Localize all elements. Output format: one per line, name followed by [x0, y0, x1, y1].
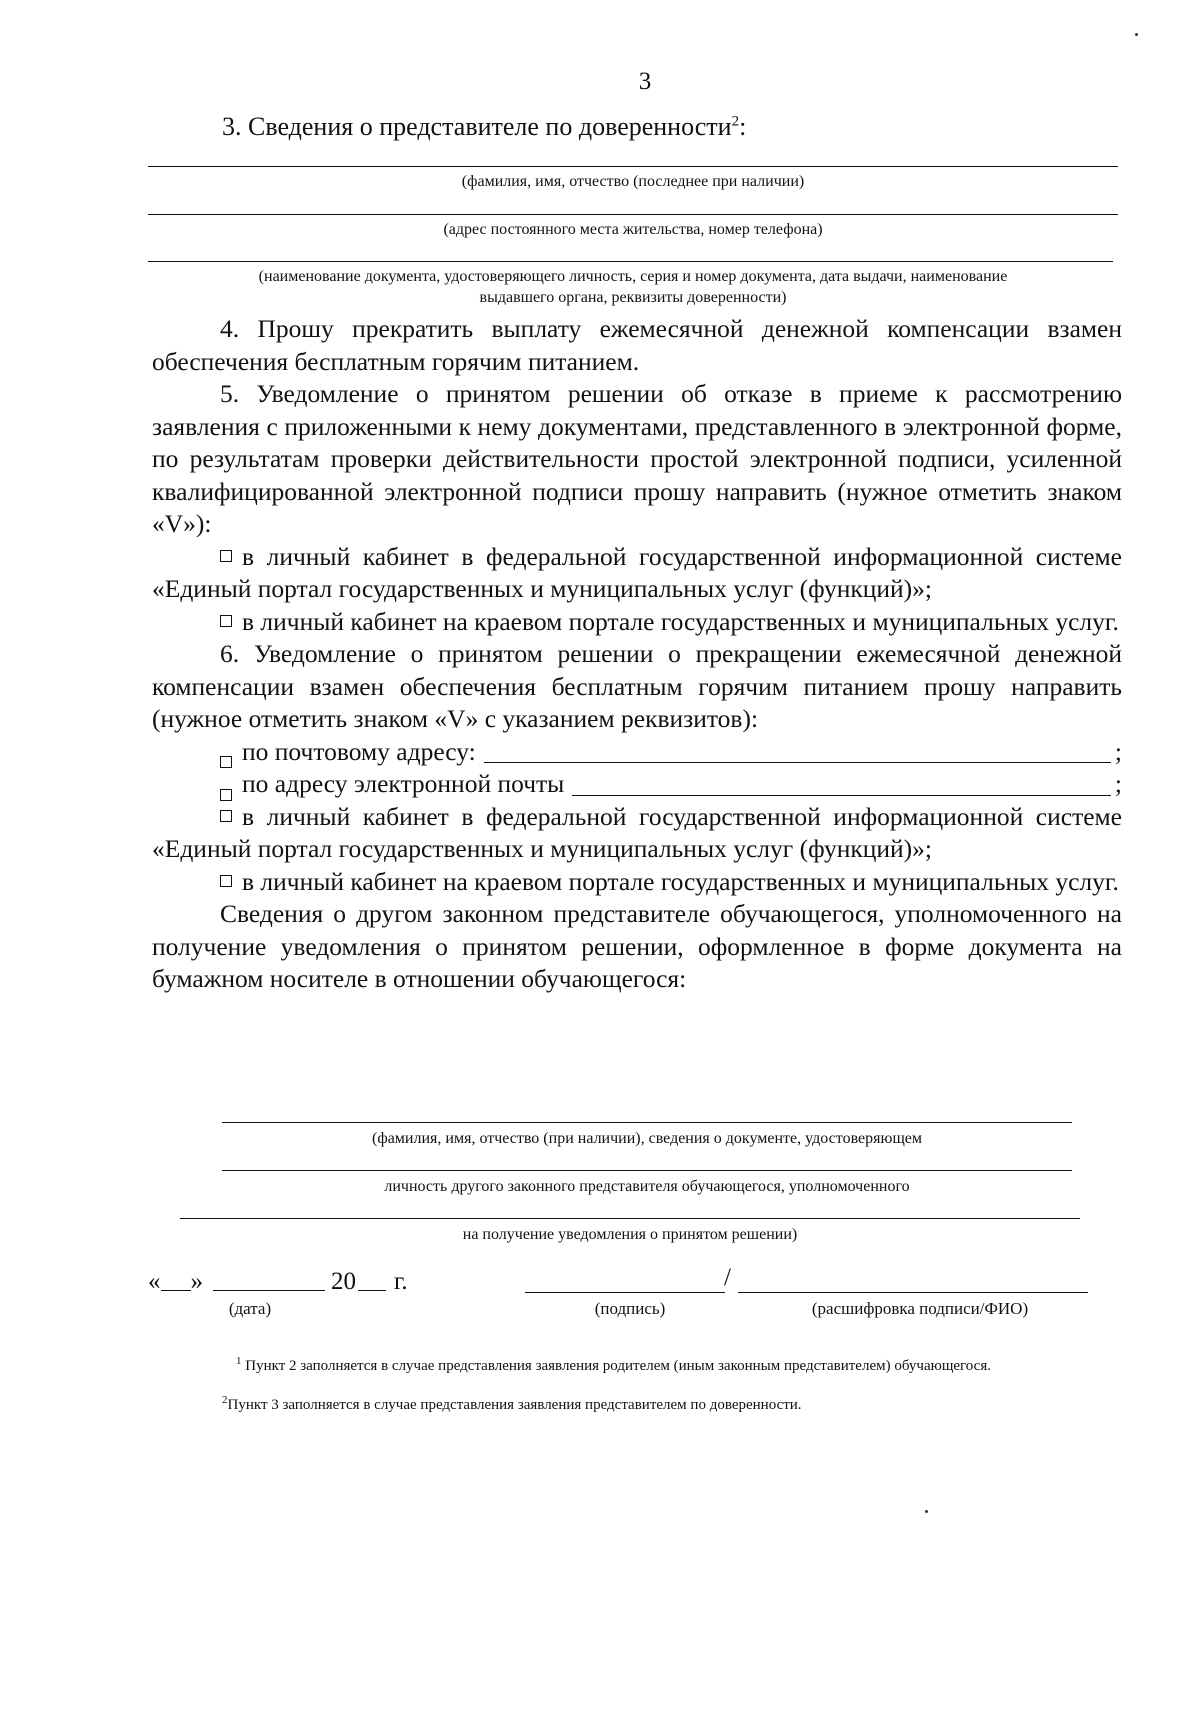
item6-option-email	[152, 768, 1122, 801]
checkbox-6-1[interactable]	[220, 756, 232, 768]
representative-name-line	[148, 166, 1118, 167]
signature-line[interactable]	[525, 1292, 725, 1293]
footnote-2	[152, 1391, 1122, 1415]
other-rep-line-2[interactable]	[222, 1170, 1072, 1171]
footnote-1	[152, 1352, 1122, 1376]
date-field	[148, 1268, 408, 1296]
item6-option-epgu-text: в личный кабинет в федеральной государственной информационной системе «Единый портал государственных и муниципальных услуг (функций)»;	[152, 801, 1122, 863]
line-end-semicolon: ;	[1114, 736, 1122, 766]
representative-address-line	[148, 214, 1118, 215]
scan-speck	[1135, 33, 1138, 36]
other-rep-caption-3: на получение уведомления о принятом решении)	[462, 1226, 798, 1243]
signature-decode-caption: (расшифровка подписи/ФИО)	[811, 1299, 1029, 1318]
item6-paragraph: 6. Уведомление о принятом решении о прекращении ежемесячной денежной компенсации взамен обеспечения бесплатным горячим питанием прошу направить (нужное отметить знаком «V» с указанием реквизитов):	[152, 639, 1122, 733]
month-field[interactable]	[213, 1268, 325, 1291]
other-rep-caption-2: личность другого законного представителя обучающегося, уполномоченного	[384, 1178, 910, 1195]
footnote-1-mark: 1	[236, 1355, 242, 1367]
section3-heading-text: 3. Сведения о представителе по доверенности	[222, 112, 732, 141]
signature-decode-line[interactable]	[738, 1292, 1088, 1293]
footnote-ref-2: 2	[731, 113, 740, 130]
item5-option-epgu	[152, 541, 1122, 606]
representative-document-line	[148, 261, 1113, 262]
section3-heading	[222, 112, 746, 142]
other-representative-paragraph: Сведения о другом законном представителе обучающегося, уполномоченного на получение уведомления о принятом решении, оформленное в форме документа на бумажном носителе в отношении обучающегося:	[152, 899, 1122, 993]
year-field[interactable]	[358, 1268, 386, 1291]
checkbox-5-2[interactable]	[220, 615, 232, 627]
checkbox-5-1[interactable]	[220, 550, 232, 562]
footnote-2-text: Пункт 3 заполняется в случае представления заявления представителем по доверенности.	[227, 1397, 802, 1413]
date-caption: (дата)	[228, 1299, 272, 1318]
day-field[interactable]	[161, 1268, 191, 1291]
section3-heading-colon: :	[739, 112, 747, 141]
item5-option-regional	[152, 606, 1122, 639]
item5-paragraph: 5. Уведомление о принятом решении об отказе в приеме к рассмотрению заявления с приложенными к нему документами, представленного в электронной форме, по результатам проверки действительности простой электронной подписи, усиленной квалифицированной электронной подписи прошу направить (нужное отметить знаком «V»):	[152, 379, 1122, 538]
item5-option-regional-text: в личный кабинет на краевом портале государственных и муниципальных услуг.	[242, 606, 1119, 636]
item6-option-regional-text: в личный кабинет на краевом портале государственных и муниципальных услуг.	[242, 866, 1119, 896]
main-text-block	[152, 313, 1122, 996]
item6-option-post	[152, 736, 1122, 769]
other-rep-line-3[interactable]	[180, 1218, 1080, 1219]
item6-option-epgu	[152, 801, 1122, 866]
checkbox-6-2[interactable]	[220, 789, 232, 801]
item4-paragraph: 4. Прошу прекратить выплату ежемесячной денежной компенсации взамен обеспечения бесплатным горячим питанием.	[152, 314, 1122, 376]
quote-close: »	[190, 1268, 203, 1295]
line-end-semicolon: ;	[1114, 769, 1122, 798]
item6-option-post-text: по почтовому адресу:	[242, 736, 476, 766]
representative-address-caption: (адрес постоянного места жительства, номер телефона)	[443, 221, 823, 238]
checkbox-6-3[interactable]	[220, 810, 232, 822]
postal-address-field[interactable]	[484, 738, 1111, 763]
year-prefix: 20	[331, 1268, 356, 1295]
other-rep-caption-1: (фамилия, имя, отчество (при наличии), сведения о документе, удостоверяющем	[372, 1130, 922, 1147]
representative-name-caption: (фамилия, имя, отчество (последнее при наличии)	[461, 173, 805, 190]
item6-option-regional	[152, 866, 1122, 899]
year-suffix: г.	[394, 1268, 408, 1295]
quote-open: «	[148, 1268, 161, 1295]
item5-option-epgu-text: в личный кабинет в федеральной государственной информационной системе «Единый портал государственных и муниципальных услуг (функций)»;	[152, 541, 1122, 603]
scan-speck	[925, 1510, 928, 1513]
item6-option-email-text: по адресу электронной почты	[242, 769, 565, 798]
checkbox-6-4[interactable]	[220, 875, 232, 887]
representative-document-caption-2: выдавшего органа, реквизиты доверенности)	[479, 289, 787, 306]
footnote-1-text: Пункт 2 заполняется в случае представления заявления родителем (иным законным представителем) обучающегося.	[245, 1358, 991, 1374]
footnote-2-mark: 2	[222, 1394, 228, 1406]
representative-document-caption-1: (наименование документа, удостоверяющего личность, серия и номер документа, дата выдачи, наименование	[258, 268, 1008, 285]
email-address-field[interactable]	[572, 771, 1111, 796]
signature-caption: (подпись)	[594, 1299, 666, 1318]
page-number: 3	[638, 68, 652, 95]
other-rep-line-1[interactable]	[222, 1122, 1072, 1123]
signature-slash: /	[724, 1264, 731, 1291]
